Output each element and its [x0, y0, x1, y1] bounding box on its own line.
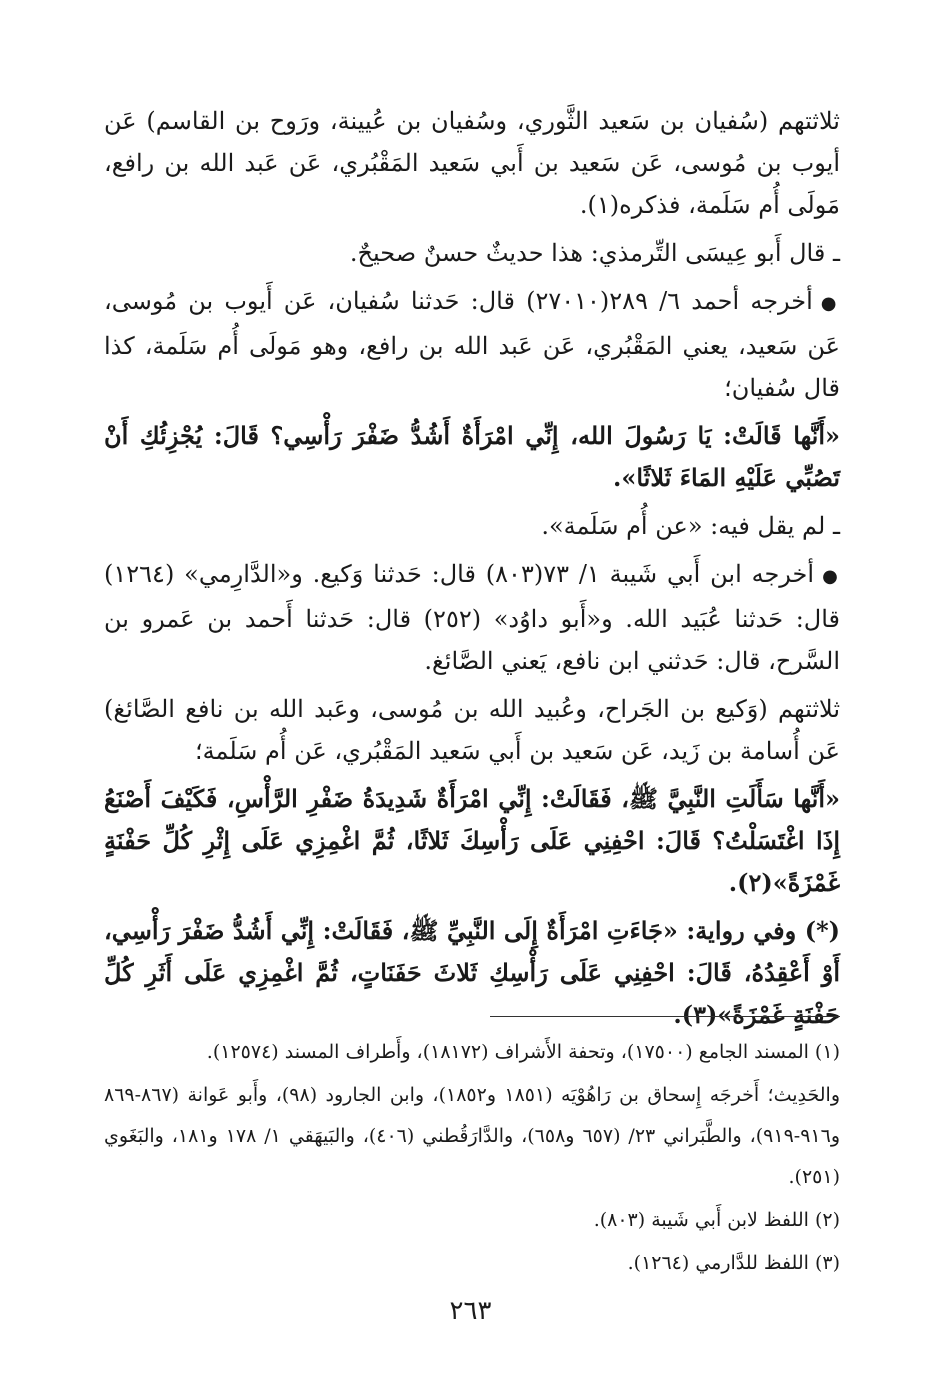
footnote-1: (١) المسند الجامع (١٧٥٠٠)، وتحفة الأَشراف (١٨١٧٢)، وأَطراف المسند (١٢٥٧٤).: [206, 1041, 840, 1063]
hadith-text-1: «أَنَّها قَالَتْ: يَا رَسُولَ الله، إِنِّي امْرَأَةٌ أَشُدُّ ضَفْرَ رَأْسِي؟ قَالَ: يُجْزِئُكِ أَنْ تَصُبِّي عَلَيْهِ المَاءَ ثَلاثًا».: [104, 421, 840, 492]
paragraph-ahmad-takhrij: ● أخرجه أحمد ٦/ ٢٨٩(٢٧٠١٠) قال: حَدثنا سُفيان، عَن أَيوب بن مُوسى، عَن سَعيد، يعني المَقْبُري، عَن عَبد الله بن رافع، وهو مَولَى أُم سَلَمة، كذا قال سُفيان؛: [104, 280, 840, 409]
paragraph-ibn-abi-shaybah-takhrij: ● أخرجه ابن أَبي شَيبة ١/ ٧٣(٨٠٣) قال: حَدثنا وَكيع. و«الدَّارِمي» (١٢٦٤) قال: حَدثنا عُبَيد الله. و«أَبو داوُد» (٢٥٢) قال: حَدثنا أَحمد بن عَمرو بن السَّرح، قال: حَدثني ابن نافع، يَعني الصَّائغ.: [104, 553, 840, 682]
footnote-divider: [490, 1016, 840, 1017]
page-number: ٢٦٣: [449, 1296, 492, 1326]
footnote-3: (٣) اللفظ للدَّارمي (١٢٦٤).: [627, 1252, 840, 1274]
hadith-text-2: «أَنَّها سَأَلَتِ النَّبِيَّ ﷺ، فَقَالَتْ: إِنِّي امْرَأَةٌ شَدِيدَةُ ضَفْرِ الرَّأْسِ، فَكَيْفَ أَصْنَعُ إِذَا اغْتَسَلْتُ؟ قَالَ: احْفِنِي عَلَى رَأْسِكَ ثَلاثًا، ثُمَّ اغْمِزِي عَلَى إِثْرِ كُلِّ حَفْنَةٍ غَمْزَةً»(٢).: [104, 784, 840, 897]
footnote-2: (٢) اللفظ لابن أَبي شَيبة (٨٠٣).: [593, 1209, 840, 1231]
footnotes: [104, 1032, 840, 1286]
paragraph-note: ـ لم يقل فيه: «عن أُم سَلَمة».: [541, 512, 840, 540]
main-text: [104, 100, 840, 1042]
paragraph-narrators-2: ثلاثتهم (وَكيع بن الجَراح، وعُبيد الله بن مُوسى، وعَبد الله بن نافع الصَّائغ) عَن أُسامة بن زَيد، عَن سَعيد بن أَبي سَعيد المَقْبُري، عَن أُم سَلَمة؛: [104, 695, 840, 765]
paragraph-narrators: ثلاثتهم (سُفيان بن سَعيد الثَّوري، وسُفيان بن عُيينة، ورَوح بن القاسم) عَن أيوب بن مُوسى، عَن سَعيد بن أَبي سَعيد المَقْبُري، عَن عَبد الله بن رافع، مَولَى أُم سَلَمة، فذكره(١).: [104, 107, 840, 219]
footnote-1-continued: والحَدِيث؛ أَخرجَه إِسحاق بن رَاهُوْيَه (١٨٥١ و١٨٥٢)، وابن الجارود (٩٨)، وأَبو عَوانة (٨٦٧-٨٦٩ و٩١٦-٩١٩)، والطَّبَراني ٢٣/ (٦٥٧ و٦٥٨)، والدَّارَقُطني (٤٠٦)، والبَيهَقي ١/ ١٧٨ و١٨١، والبَغَوي (٢٥١).: [104, 1084, 841, 1188]
hadith-variant: (*) وفي رواية: «جَاءَتِ امْرَأَةٌ إِلَى النَّبِيِّ ﷺ، فَقَالَتْ: إِنِّي أَشُدُّ ضَفْرَ رَأْسِي، أَوْ أَعْقِدُهُ، قَالَ: احْفِنِي عَلَى رَأْسِكِ ثَلاثَ حَفَنَاتٍ، ثُمَّ اغْمِزِي عَلَى أَثَرِ كُلِّ حَفْنَةٍ غَمْزَةً»(٣).: [104, 916, 840, 1029]
paragraph-tirmidhi-verdict: ـ قال أَبو عِيسَى التِّرمذي: هذا حديثٌ حسنٌ صحيحٌ.: [349, 239, 840, 267]
